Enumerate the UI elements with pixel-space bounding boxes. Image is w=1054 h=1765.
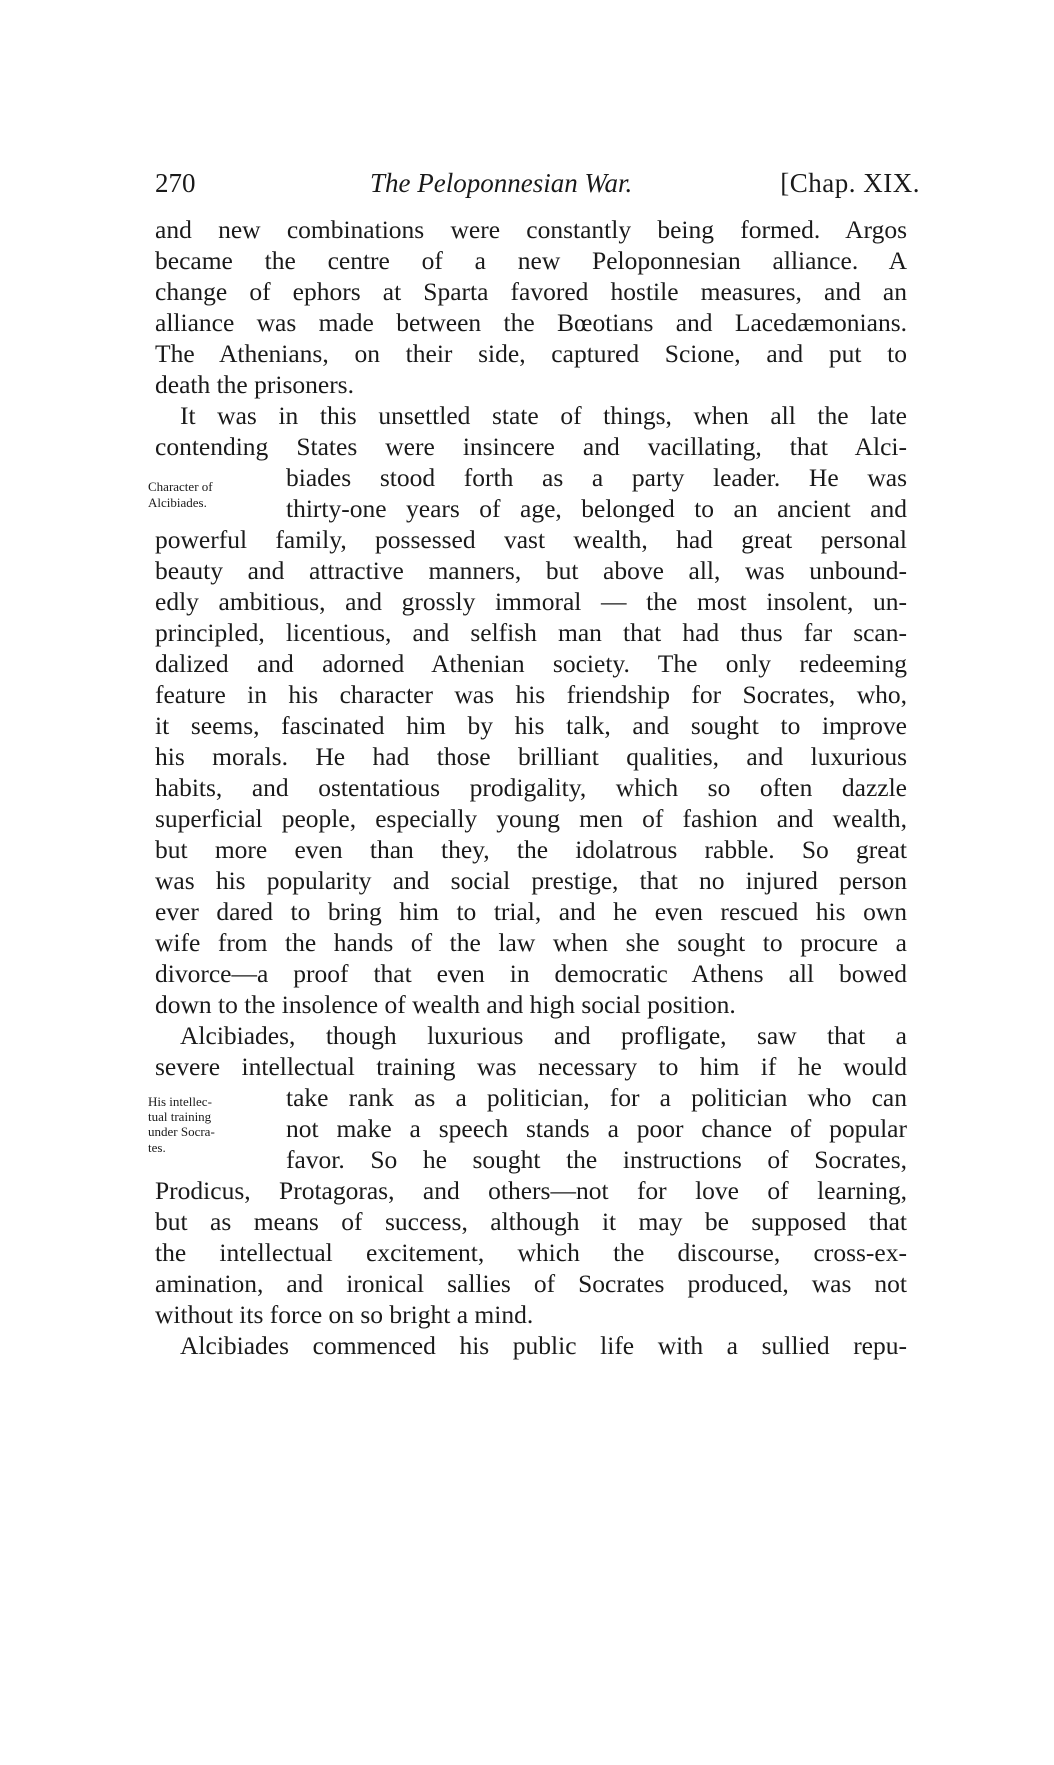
text-line: dalized and adorned Athenian society. The only redeeming (155, 649, 907, 678)
text-line: edly ambitious, and grossly immoral — the most insolent, un- (155, 587, 907, 616)
text-line: It was in this unsettled state of things, when all the late (180, 401, 907, 430)
running-title: The Peloponnesian War. (370, 168, 633, 198)
text-line: superficial people, especially young men of fashion and wealth, (155, 804, 907, 833)
text-line: not make a speech stands a poor chance of popular (286, 1114, 907, 1143)
text-line: take rank as a politician, for a politician who can (286, 1083, 907, 1112)
text-line: Alcibiades commenced his public life with a sullied repu- (180, 1331, 907, 1360)
text-line: ever dared to bring him to trial, and he even rescued his own (155, 897, 907, 926)
text-line: the intellectual excitement, which the discourse, cross-ex- (155, 1238, 907, 1267)
text-line: The Athenians, on their side, captured Scione, and put to (155, 339, 907, 368)
text-line: biades stood forth as a party leader. He was (286, 463, 907, 492)
margin-note-training-line: tual training (148, 1109, 212, 1124)
text-line: thirty-one years of age, belonged to an ancient and (286, 494, 907, 523)
text-line: principled, licentious, and selfish man that had thus far scan- (155, 618, 907, 647)
text-line: death the prisoners. (155, 370, 354, 399)
text-line: became the centre of a new Peloponnesian alliance. A (155, 246, 907, 275)
text-line: feature in his character was his friendship for Socrates, who, (155, 680, 907, 709)
text-line: down to the insolence of wealth and high social position. (155, 990, 736, 1019)
text-line: powerful family, possessed vast wealth, had great personal (155, 525, 907, 554)
text-line: divorce—a proof that even in democratic Athens all bowed (155, 959, 907, 988)
text-line: without its force on so bright a mind. (155, 1300, 534, 1329)
text-line: favor. So he sought the instructions of Socrates, (286, 1145, 907, 1174)
margin-note-training-line: under Socra- (148, 1124, 215, 1139)
text-line: beauty and attractive manners, but above all, was unbound- (155, 556, 907, 585)
margin-note-alcibiades-line: Character of (148, 479, 213, 494)
text-line: was his popularity and social prestige, that no injured person (155, 866, 907, 895)
page-header (155, 168, 920, 208)
text-line: Prodicus, Protagoras, and others—not for love of learning, (155, 1176, 907, 1205)
chapter-reference: [Chap. XIX. (780, 168, 920, 198)
text-line: amination, and ironical sallies of Socrates produced, was not (155, 1269, 907, 1298)
text-line: contending States were insincere and vacillating, that Alci- (155, 432, 907, 461)
text-line: but as means of success, although it may be supposed that (155, 1207, 907, 1236)
margin-note-training-line: His intellec- (148, 1094, 212, 1109)
text-line: and new combinations were constantly being formed. Argos (155, 215, 907, 244)
margin-note-alcibiades-line: Alcibiades. (148, 495, 207, 510)
text-line: change of ephors at Sparta favored hostile measures, and an (155, 277, 907, 306)
text-line: his morals. He had those brilliant qualities, and luxurious (155, 742, 907, 771)
text-line: severe intellectual training was necessary to him if he would (155, 1052, 907, 1081)
text-line: it seems, fascinated him by his talk, and sought to improve (155, 711, 907, 740)
text-line: wife from the hands of the law when she sought to procure a (155, 928, 907, 957)
text-line: alliance was made between the Bœotians and Lacedæmonians. (155, 308, 907, 337)
text-line: habits, and ostentatious prodigality, which so often dazzle (155, 773, 907, 802)
page-number: 270 (155, 168, 196, 198)
text-line: but more even than they, the idolatrous rabble. So great (155, 835, 907, 864)
text-line: Alcibiades, though luxurious and profligate, saw that a (180, 1021, 907, 1050)
margin-note-training-line: tes. (148, 1140, 166, 1155)
